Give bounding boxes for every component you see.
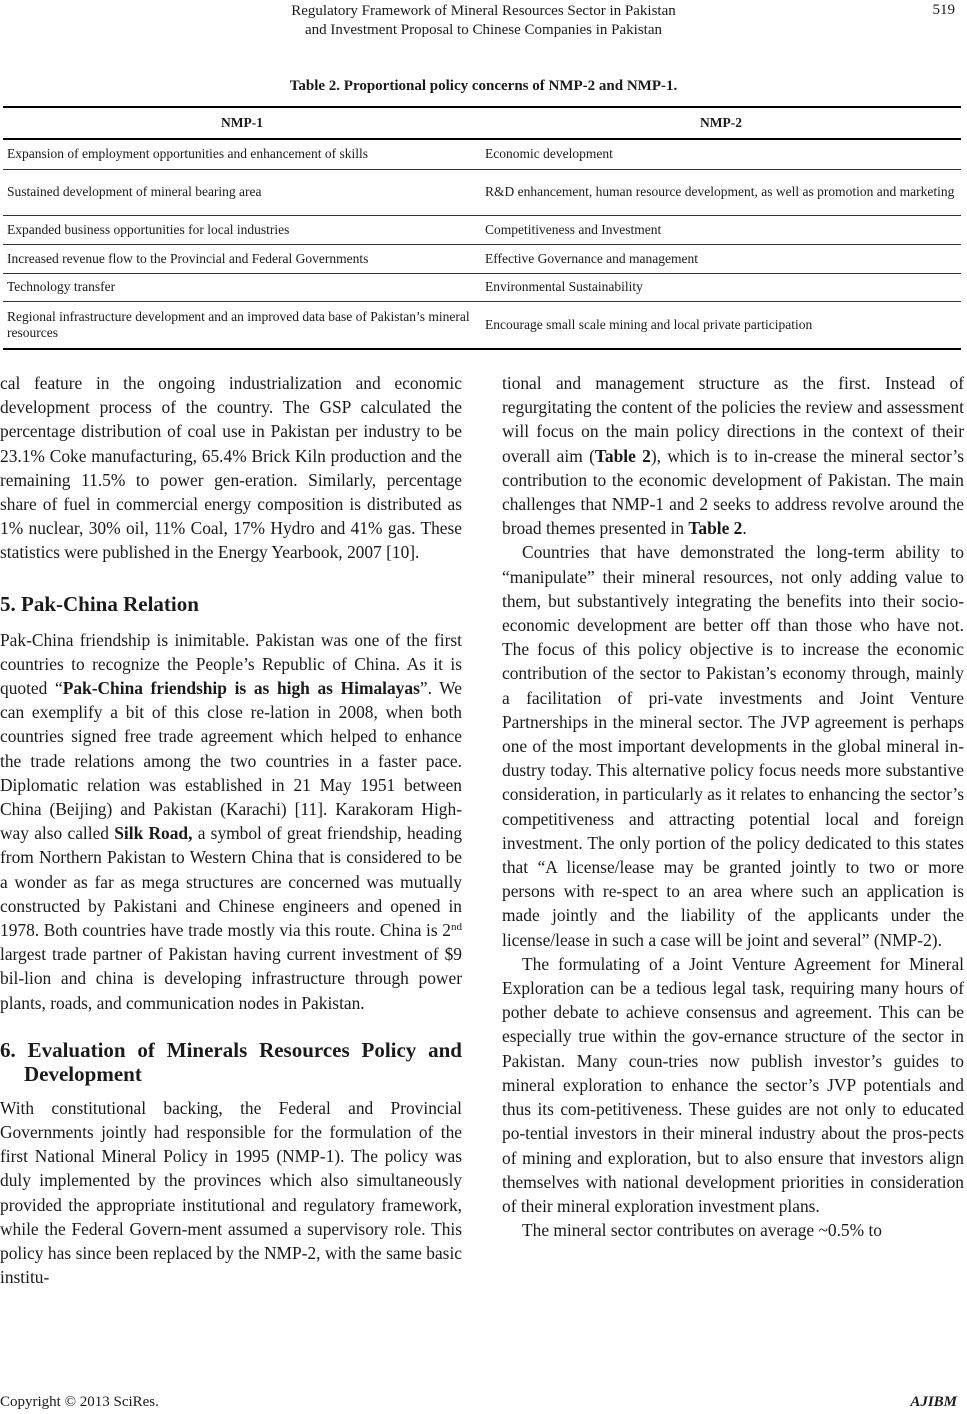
copyright-footer: Copyright © 2013 SciRes. [0,1394,159,1410]
table-reference-link[interactable]: Table 2 [594,445,651,466]
table-cell: Environmental Sustainability [481,273,961,301]
paragraph-countries-ability: Countries that have demonstrated the long-term ability to “manipulate” their mineral resources, not only adding value to them, but substantively integrating the benefits into their socio-economic development are better off than those who have not. The focus of this policy objective is to increase the economic contribution of the sector to Pakistan’s economy through, mainly a facilitation of pri-vate investments and Joint Venture Partnerships in the mineral sector. The JVP agreement is perhaps one of the most important developments in the global mineral in-dustry today. This alternative policy focus needs more substantive consideration, in particularly as it relates to enhancing the sector’s competitiveness and attracting potential local and foreign investment. The only portion of the policy dedicated to this states that “A license/lease may be granted jointly to two or more persons with re-spect to an area where such an application is made jointly and the liability of the applicants under the license/lease in such a case will be joint and several” (NMP-2). [502,542,964,950]
table-row [3,215,961,244]
table-reference-link[interactable]: Table 2 [688,518,743,539]
table-cell: Encourage small scale mining and local private participation [481,301,961,349]
paragraph-coal-usage: cal feature in the ongoing industrialization and economic development process of the country. The GSP calculated the percentage distribution of coal use in Pakistan per industry to be 23.1% Coke manufacturing, 65.4% Brick Kiln production and the remaining 11.5% to power gen-eration. Similarly, percentage share of fuel in commercial energy composition is distributed as 1% nuclear, 30% oil, 11% Coal, 17% Hydro and 41% gas. These statistics were published in the Energy Yearbook, 2007 [10]. [0,373,462,563]
running-header [0,2,967,40]
table-cell: Expanded business opportunities for local industries [3,215,481,244]
table-cell: Increased revenue flow to the Provincial and Federal Governments [3,244,481,273]
table-row [3,244,961,273]
table-cell: Technology transfer [3,273,481,301]
bold-quote: Pak-China friendship is as high as Himalayas [62,678,420,699]
table-cell: Effective Governance and management [481,244,961,273]
running-header-line-2: and Investment Proposal to Chinese Companies in Pakistan [304,22,663,38]
text-span: tional and management structure as the first. Instead of regurgitating the content of the policies the review and assessment will focus on the main policy directions in the context of their overall aim ( [502,373,964,466]
right-column [502,371,964,1242]
paragraph-management-structure [502,371,964,540]
superscript-nd: nd [451,921,462,934]
paragraph-joint-venture: The formulating of a Joint Venture Agreement for Mineral Exploration can be a tedious legal task, requiring many hours of pother debate to achieve consensus and agreement. This can be especially true within the gov-ernance structure of the sector in Pakistan. Many coun-tries now publish investor’s guides to mineral exploration to enhance the sector’s JVP potentials and thus its com-petitiveness. These guides are not only to educated po-tential investors in their mineral industry about the pros-pects of mining and exploration, but to also ensure that investors align themselves with national development priorities in consideration of their mineral exploration investment plans. [502,953,964,1216]
text-span: ”. We can exemplify a bit of this close re-lation in 2008, when both countries signed free trade agreement which helped to enhance the trade relations among the two countries in a faster pace. Diplomatic relation was established in 21 May 1951 between China (Beijing) and Pakistan (Karachi) [11]. Karakoram High-way also called [0,678,462,844]
bold-silk-road: Silk Road, [114,823,193,844]
page-number: 519 [932,2,955,18]
running-header-line-1: Regulatory Framework of Mineral Resources Sector in Pakistan [291,3,676,19]
text-span: Pak-China friendship is inimitable. Pakistan was one of the first countries to recognize the People’s Republic of China. As it is quoted “ [0,629,462,699]
table-cell: Competitiveness and Investment [481,215,961,244]
table-cell: Sustained development of mineral bearing area [3,169,481,215]
policy-table [3,106,961,350]
table-header-nmp1: NMP-1 [221,115,263,130]
journal-footer: AJIBM [910,1394,957,1410]
text-span: ), which is to in-crease the mineral sector’s contribution to the economic development of Pakistan. The main challenges that NMP-1 and 2 seeks to address revolve around the broad themes presented in [502,445,964,539]
table-cell: Expansion of employment opportunities and enhancement of skills [3,139,481,169]
section-heading-pak-china: 5. Pak-China Relation [0,591,199,616]
text-span: a symbol of great friendship, heading from Northern Pakistan to Western China that is considered to be a wonder as far as mega structures are concerned was mutually constructed by Pakistani and Chinese engineers and opened in 1978. Both countries have trade mostly via this route. China is 2 [0,823,463,941]
table-header-nmp2: NMP-2 [700,115,742,130]
section-heading-evaluation: 6. Evaluation of Minerals Resources Policy and Development [0,1037,462,1086]
table-row [3,301,961,349]
paragraph-constitutional-backing: With constitutional backing, the Federal and Provincial Governments jointly had responsible for the formulation of the first National Mineral Policy in 1995 (NMP-1). The policy was duly implemented by the provinces which also simultaneously provided the appropriate institutional and regulatory framework, while the Federal Govern-ment assumed a supervisory role. This policy has since been replaced by the NMP-2, with the same basic institu- [0,1097,462,1288]
table-cell: Regional infrastructure development and an improved data base of Pakistan’s mineral resources [3,301,481,349]
table-row [3,169,961,215]
table-cell: Economic development [481,139,961,169]
left-column [0,371,462,1290]
paragraph-pak-china [0,628,462,1015]
text-span: . [742,518,747,539]
paragraph-mineral-contribution: The mineral sector contributes on average ~0.5% to [522,1220,882,1241]
table-row [3,139,961,169]
text-span: largest trade partner of Pakistan having current investment of $9 bil-lion and china is developing infrastructure through power plants, roads, and communication nodes in Pakistan. [0,944,462,1013]
table-header-row [3,107,961,139]
table-row [3,273,961,301]
table-caption: Table 2. Proportional policy concerns of NMP-2 and NMP-1. [289,78,678,94]
table-cell: R&D enhancement, human resource development, as well as promotion and marketing [481,169,961,215]
